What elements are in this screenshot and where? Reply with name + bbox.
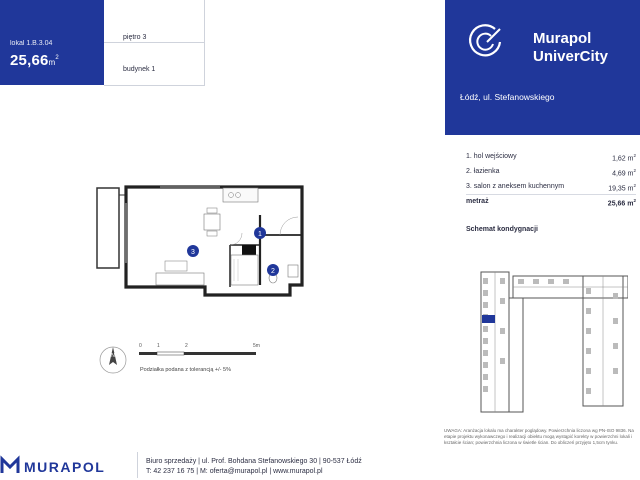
room-marker-1-label: 1 xyxy=(258,231,262,238)
highlighted-unit xyxy=(482,315,495,323)
unit-area-sup: 2 xyxy=(55,55,59,61)
scale-tick-label: 2 xyxy=(185,343,188,349)
room-marker-2-label: 2 xyxy=(271,268,275,275)
building-row xyxy=(104,42,204,84)
room-area-value: 1,62 m xyxy=(612,155,634,163)
unit-code: lokal 1.B.3.04 xyxy=(10,40,53,47)
total-area-value: 25,66 m xyxy=(607,200,634,208)
contact-line-address: Biuro sprzedaży | ul. Prof. Bohdana Stefanowskiego 30 | 90-537 Łódź xyxy=(146,458,362,465)
footer-divider xyxy=(137,452,138,478)
company-name: MURAPOL xyxy=(24,459,106,475)
room-row xyxy=(466,165,636,180)
unit-area-unit: m xyxy=(48,58,56,67)
building-label: budynek 1 xyxy=(123,66,156,73)
floor-row xyxy=(104,0,204,43)
unit-card xyxy=(0,0,104,85)
scale-tick-label: 1 xyxy=(157,343,160,349)
building-schema xyxy=(478,268,628,418)
murapol-logo-icon xyxy=(0,455,20,475)
compass-icon xyxy=(96,343,130,377)
brand-address: Łódź, ul. Stefanowskiego xyxy=(460,92,555,102)
scale-tick-label: 0 xyxy=(139,343,142,349)
schema-title: Schemat kondygnacji xyxy=(466,226,538,233)
balcony xyxy=(97,188,119,268)
total-area-sup: 2 xyxy=(633,198,636,203)
total-label: metraż xyxy=(466,198,489,205)
compass-label: N xyxy=(111,353,115,359)
room-area-sup: 2 xyxy=(633,183,636,188)
room-area xyxy=(612,168,636,177)
scale-bar-graphic xyxy=(137,351,269,357)
floor-plan xyxy=(90,175,320,305)
room-label: 1. hol wejściowy xyxy=(466,153,517,160)
room-label: 2. łazienka xyxy=(466,168,500,175)
brand-panel xyxy=(445,0,640,135)
contact-line-phone-email: T: 42 237 16 75 | M: oferta@murapol.pl | www.murapol.pl xyxy=(146,468,323,475)
room-area-value: 4,69 m xyxy=(612,170,634,178)
total-row xyxy=(466,195,636,210)
brand-name-line2: UniverCity xyxy=(533,48,609,65)
footer-contact xyxy=(146,457,362,477)
room-area xyxy=(612,153,636,162)
unit-area-value: 25,66 xyxy=(10,52,49,69)
room-row xyxy=(466,150,636,165)
total-area xyxy=(608,198,636,207)
scale-tick-label: 5m xyxy=(253,343,260,349)
brand-name-line1: Murapol xyxy=(533,30,592,47)
floor-label: piętro 3 xyxy=(123,34,147,41)
room-area-value: 19,35 m xyxy=(608,185,634,193)
room-area-sup: 2 xyxy=(633,168,636,173)
disclaimer: UWAGA: Aranżacja lokalu ma charakter poglądowy. Powierzchnia liczona wg PN-ISO 9836. Na etapie projektu wykonawczego i realizacji obiektu mogą wystąpić korekty w powierzchni lokali i kształcie ścian; powierzchnia liczona w świetle ścian. Do obliczeń przyjęto 1,5cm tynku. xyxy=(444,428,634,445)
room-row xyxy=(466,180,636,195)
room-marker-3-label: 3 xyxy=(191,249,195,256)
unit-info xyxy=(104,0,205,86)
univercity-logo-icon xyxy=(467,22,507,62)
room-label: 3. salon z aneksem kuchennym xyxy=(466,183,565,190)
room-area xyxy=(608,183,636,192)
room-table xyxy=(466,150,636,210)
unit-area xyxy=(10,52,59,69)
apartment-walls xyxy=(126,187,302,295)
tolerance-note: Podziałka podana z tolerancją +/- 5% xyxy=(140,367,231,373)
room-area-sup: 2 xyxy=(633,153,636,158)
